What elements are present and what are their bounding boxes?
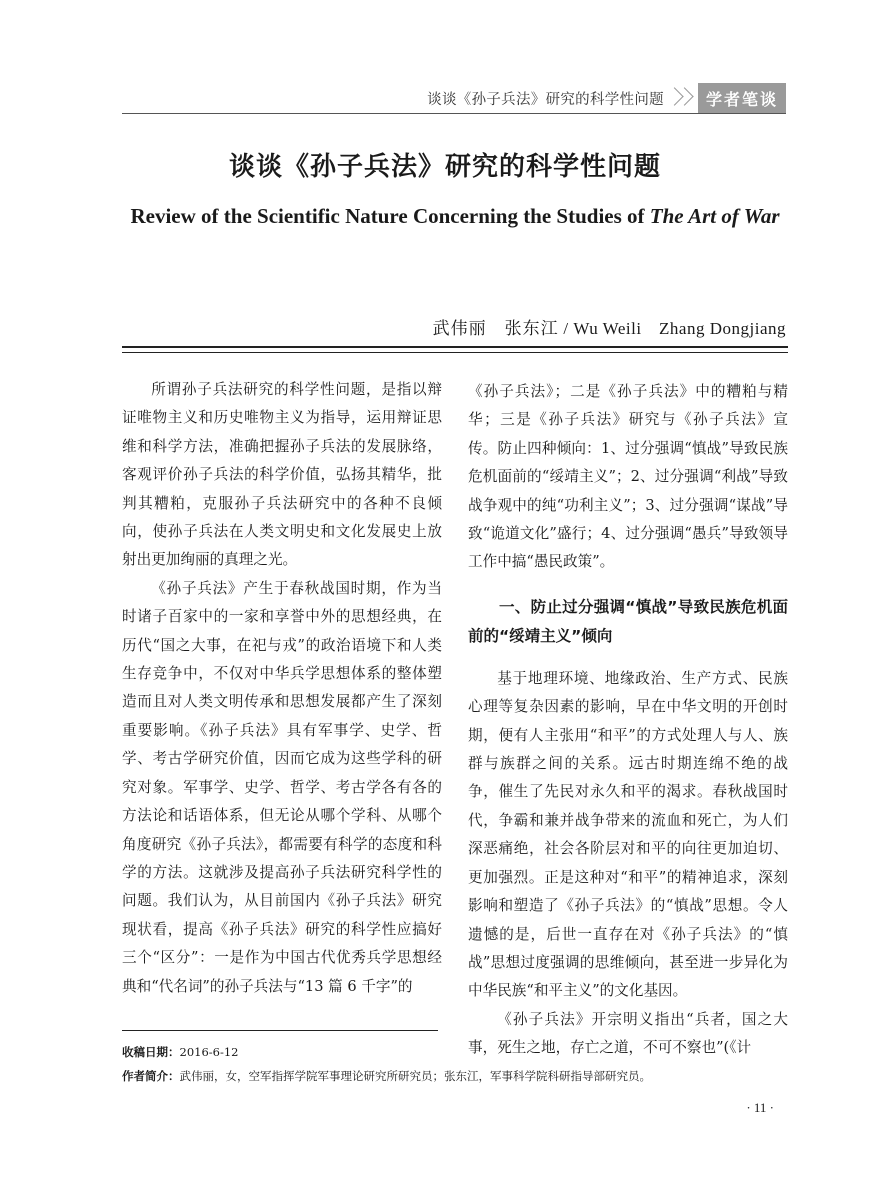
divider-thin	[122, 352, 788, 353]
paragraph: 《孙子兵法》产生于春秋战国时期，作为当时诸子百家中的一家和享誉中外的思想经典，在历代“国之大事，在祀与戎”的政治语境下和人类生存竞争中，不仅对中华兵学思想体系的整体塑造而且对人类文明传承和思想发展都产生了深刻重要影响。《孙子兵法》具有军事学、史学、哲学、考古学研究价值，因而它成为这些学科的研究对象。军事学、史学、哲学、考古学各有各的方法论和话语体系，但无论从哪个学科、从哪个角度研究《孙子兵法》，都需要有科学的态度和科学的方法。这就涉及提高孙子兵法研究科学性的问题。我们认为，从目前国内《孙子兵法》研究现状看，提高《孙子兵法》研究的科学性应搞好三个“区分”：一是作为中国古代优秀兵学思想经典和“代名词”的孙子兵法与“13 篇 6 千字”的	[122, 579, 442, 995]
running-title: 谈谈《孙子兵法》研究的科学性问题	[427, 91, 664, 108]
header-rule	[122, 113, 786, 114]
body-column-left	[122, 376, 442, 1001]
divider-thick	[122, 346, 788, 348]
author-label: 作者简介：	[122, 1069, 180, 1083]
footnote-received	[122, 1043, 239, 1061]
article-title-zh: 谈谈《孙子兵法》研究的科学性问题	[228, 152, 661, 182]
double-chevron-icon	[672, 86, 692, 110]
paragraph: 所谓孙子兵法研究的科学性问题，是指以辩证唯物主义和历史唯物主义为指导，运用辩证思维和科学方法，准确把握孙子兵法的发展脉络，客观评价孙子兵法的科学价值，弘扬其精华，批判其糟粕，克服孙子兵法研究中的各种不良倾向，使孙子兵法在人类文明史和文化发展史上放射出更加绚丽的真理之光。	[122, 381, 442, 569]
section-heading: 一、防止过分强调“慎战”导致民族危机面前的“绥靖主义”倾向	[468, 597, 788, 645]
authors-zh: 武伟丽 张东江	[432, 319, 559, 339]
authors	[433, 314, 786, 339]
author-bio: 武伟丽，女，空军指挥学院军事理论研究所研究员；张东江，军事科学院科研指导部研究员。	[179, 1069, 651, 1083]
footnote-rule	[122, 1030, 438, 1031]
section-tag: 学者笔谈	[698, 83, 786, 114]
article-title-en	[0, 204, 890, 229]
footnote-author	[122, 1067, 651, 1085]
article-title-en-emph: The Art of War	[649, 204, 780, 228]
received-label: 收稿日期：	[122, 1045, 180, 1059]
paragraph: 《孙子兵法》开宗明义指出“兵者，国之大事，死生之地，存亡之道，不可不察也”(《计	[468, 1010, 788, 1057]
paragraph: 《孙子兵法》；二是《孙子兵法》中的糟粕与精华；三是《孙子兵法》研究与《孙子兵法》宣传。防止四种倾向：1、过分强调“慎战”导致民族危机面前的“绥靖主义”；2、过分强调“利战”导致战争观中的纯“功利主义”；3、过分强调“谋战”导致“诡道文化”盛行；4、过分强调“愚兵”导致领导工作中搞“愚民政策”。	[468, 383, 788, 571]
running-header	[427, 84, 786, 112]
article-title-en-prefix: Review of the Scientific Nature Concerning the Studies of	[130, 204, 650, 228]
received-date: 2016-6-12	[179, 1045, 239, 1059]
authors-en: / Wu Weili Zhang Dongjiang	[558, 319, 786, 338]
page-number: · 11 ·	[746, 1100, 774, 1115]
paragraph: 基于地理环境、地缘政治、生产方式、民族心理等复杂因素的影响，早在中华文明的开创时期，便有人主张用“和平”的方式处理人与人、族群与族群之间的关系。远古时期连绵不绝的战争，催生了先民对永久和平的渴求。春秋战国时代，争霸和兼并战争带来的流血和死亡，为人们深恶痛绝，社会各阶层对和平的向往更加迫切、更加强烈。正是这种对“和平”的精神追求，深刻影响和塑造了《孙子兵法》的“慎战”思想。令人遗憾的是，后世一直存在对《孙子兵法》的“慎战”思想过度强调的思维倾向，甚至进一步异化为中华民族“和平主义”的文化基因。	[468, 669, 788, 1000]
body-column-right	[468, 378, 788, 1063]
